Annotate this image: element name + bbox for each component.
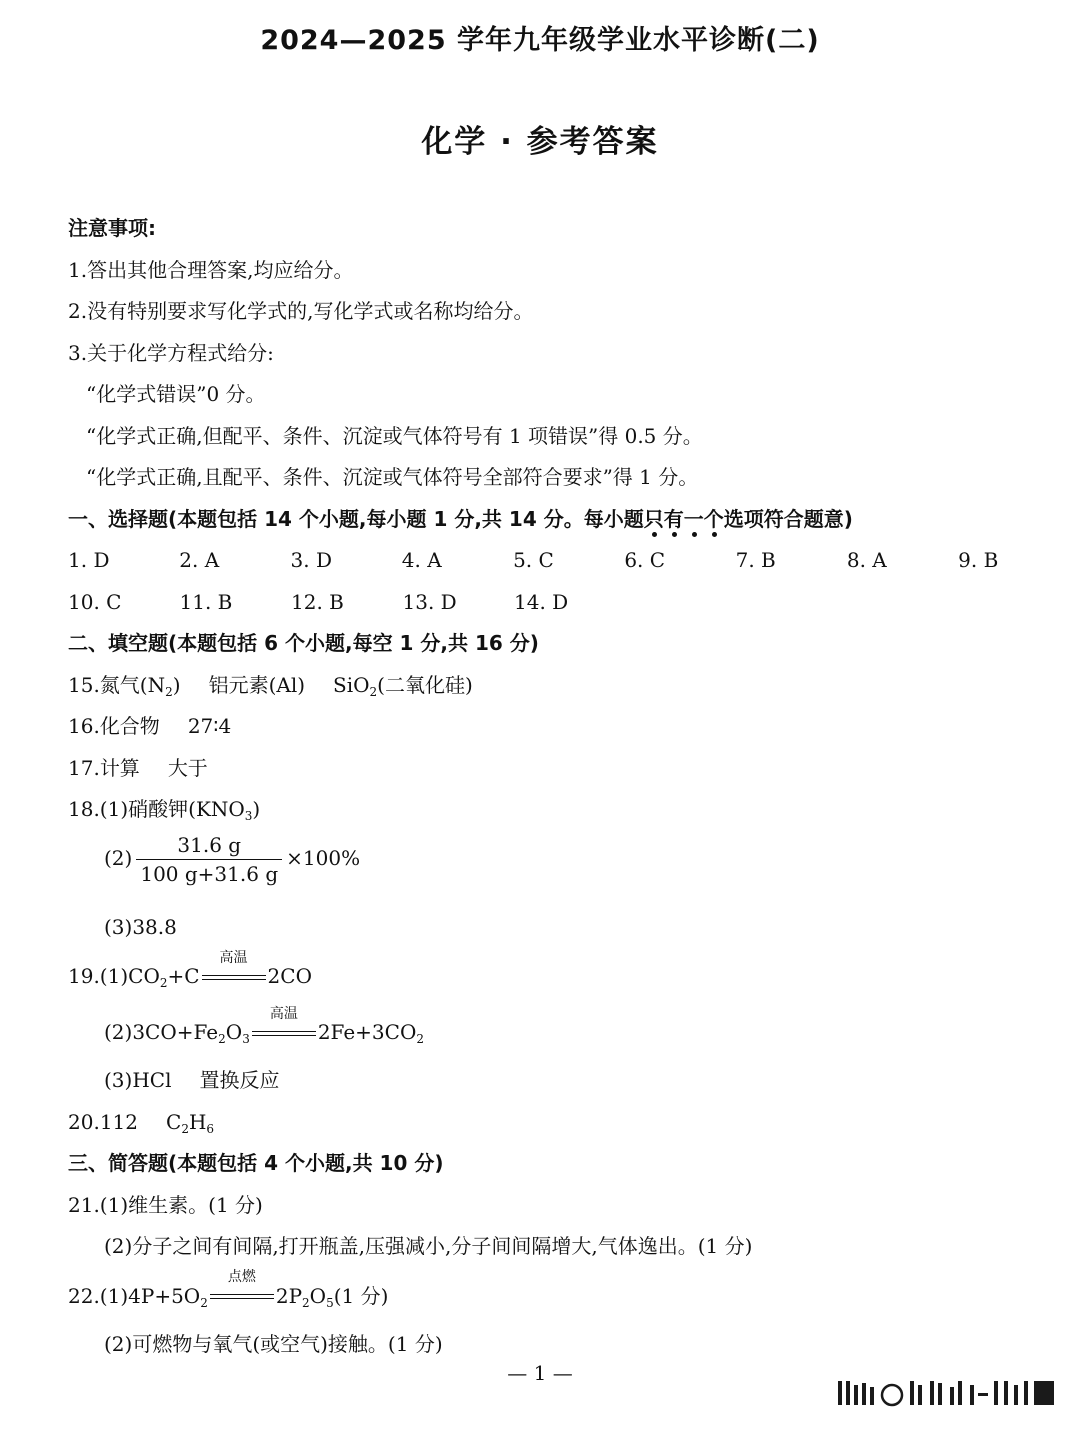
reaction-condition-sign (202, 949, 266, 988)
answer-22-2: (2)可燃物与氧气(或空气)接触。(1 分) (104, 1331, 443, 1356)
subscript: 2 (159, 976, 168, 990)
answer-19-3 (68, 1060, 1018, 1102)
subscript: 2 (200, 1295, 208, 1310)
answer-text: ) (252, 797, 261, 821)
answer-text: 置换反应 (199, 1068, 280, 1092)
answer-text: 化合物 (99, 714, 160, 738)
answer-18-2 (68, 831, 1018, 907)
answer-text: ×100% (286, 845, 361, 870)
document-title: 2024—2025 学年九年级学业水平诊断(二) (260, 25, 820, 56)
section3-heading: 三、简答题(本题包括 4 个小题,共 10 分) (68, 1151, 444, 1175)
answer-21-2: (2)分子之间有间隔,打开瓶盖,压强减小,分子间间隔增大,气体逸出。(1 分) (104, 1234, 753, 1258)
subscript: 3 (242, 1032, 250, 1046)
answer-21-1: 21.(1)维生素。(1 分) (68, 1192, 263, 1217)
fraction-numerator: 31.6 g (177, 832, 242, 857)
equation-text: 2Fe+3CO (317, 1020, 417, 1044)
mc-answer: 11. B (179, 589, 233, 614)
subscript: 2 (369, 684, 378, 699)
answer-16 (68, 706, 1018, 748)
emphasis-char: 有 (663, 506, 684, 531)
equation-text: (2)3CO+Fe (104, 1020, 219, 1044)
emphasis-char: 个 (703, 506, 724, 531)
subscript: 2 (181, 1121, 189, 1136)
subscript: 2 (218, 1032, 226, 1046)
answer-18-1 (68, 789, 1018, 831)
equation-text: 22.(1)4P+5O (68, 1283, 201, 1308)
question-number: 20. (68, 1109, 100, 1134)
subscript: 2 (416, 1032, 424, 1046)
answer-text: 大于 (167, 755, 208, 780)
answer-text: 氮气(N (99, 672, 166, 697)
subscript: 3 (244, 809, 253, 823)
emphasis-char: 只 (643, 506, 664, 531)
equation-text: (1 分) (333, 1283, 389, 1308)
note-3: 3.关于化学方程式给分: (68, 340, 274, 365)
reaction-condition: 高温 (219, 949, 248, 966)
note-rule-1: “化学式错误”0 分。 (86, 382, 266, 406)
mc-answer: 10. C (68, 589, 122, 614)
subscript: 5 (326, 1295, 334, 1310)
notes-heading: 注意事项: (68, 216, 156, 240)
answer-text: 18.(1)硝酸钾(KNO (68, 797, 245, 821)
emphasis-char: 一 (683, 506, 704, 531)
mc-answer: 4. A (401, 548, 442, 572)
answer-text: 计算 (99, 755, 140, 780)
subscript: 6 (206, 1121, 215, 1136)
answer-text: (3)HCl (104, 1068, 172, 1092)
reaction-condition: 点燃 (227, 1269, 256, 1285)
answer-20 (68, 1102, 1018, 1144)
answer-text: C (166, 1109, 182, 1134)
watermark-logo (838, 1375, 1056, 1411)
subscript: 2 (165, 684, 173, 699)
answer-text: 铝元素(Al) (208, 672, 306, 697)
fraction-denominator: 100 g+31.6 g (136, 859, 282, 888)
answer-text: ) (172, 672, 181, 697)
equation-text: O (309, 1283, 327, 1308)
fraction (136, 831, 282, 888)
answer-text: 112 (99, 1109, 138, 1134)
answer-text: 27∶4 (187, 714, 232, 738)
mc-answer: 2. A (179, 548, 220, 572)
reaction-condition-sign (252, 1005, 316, 1044)
document-subtitle: 化学 · 参考答案 (421, 124, 659, 160)
mc-answers-row-1 (68, 540, 1018, 582)
answer-17 (68, 748, 1018, 790)
part-label: (2) (104, 845, 133, 870)
mc-answer: 13. D (402, 589, 457, 614)
subscript: 2 (302, 1295, 310, 1310)
answer-22-1 (68, 1268, 1018, 1324)
mc-answer: 5. C (513, 548, 554, 572)
mc-answer: 1. D (68, 548, 110, 572)
section1-heading-text: 一、选择题(本题包括 14 个小题,每小题 1 分,共 14 分。每小题 (68, 506, 644, 531)
equation-text: 2CO (267, 964, 312, 988)
equation-text: O (225, 1020, 243, 1044)
answer-15 (68, 665, 1018, 707)
mc-answer: 6. C (624, 548, 666, 572)
mc-answer: 14. D (514, 589, 569, 614)
note-rule-3: “化学式正确,且配平、条件、沉淀或气体符号全部符合要求”得 1 分。 (86, 465, 699, 489)
answer-text: H (188, 1109, 207, 1134)
question-number: 17. (68, 755, 100, 780)
reaction-condition-sign (210, 1269, 274, 1307)
answer-18-3: (3)38.8 (104, 914, 177, 939)
section2-heading: 二、填空题(本题包括 6 个小题,每空 1 分,共 16 分) (68, 631, 539, 655)
mc-answers-row-2 (68, 582, 1018, 624)
answer-text: SiO (333, 672, 370, 697)
mc-answer: 3. D (290, 548, 333, 572)
mc-answer: 7. B (735, 548, 776, 572)
page-number: — 1 — (507, 1361, 573, 1385)
section1-heading-end: 选项符合题意) (723, 506, 853, 531)
equation-text: 2P (275, 1283, 303, 1308)
question-number: 15. (68, 672, 100, 697)
note-2: 2.没有特别要求写化学式的,写化学式或名称均给分。 (68, 299, 534, 323)
equation-text: 19.(1)CO (68, 964, 160, 988)
watermark-logo-icon (838, 1375, 1056, 1411)
note-rule-2: “化学式正确,但配平、条件、沉淀或气体符号有 1 项错误”得 0.5 分。 (86, 423, 703, 448)
answer-19-2 (68, 1004, 1018, 1060)
mc-answer: 9. B (958, 548, 999, 572)
section1-heading (68, 499, 1018, 541)
mc-answer: 8. A (846, 548, 887, 572)
answer-text: (二氧化硅) (377, 672, 473, 697)
equation-text: +C (167, 964, 200, 988)
question-number: 16. (68, 714, 100, 738)
answer-content (68, 208, 1018, 1365)
reaction-condition: 高温 (269, 1005, 298, 1022)
mc-answer: 12. B (291, 589, 344, 614)
note-1: 1.答出其他合理答案,均应给分。 (68, 257, 354, 282)
answer-19-1 (68, 948, 1018, 1004)
